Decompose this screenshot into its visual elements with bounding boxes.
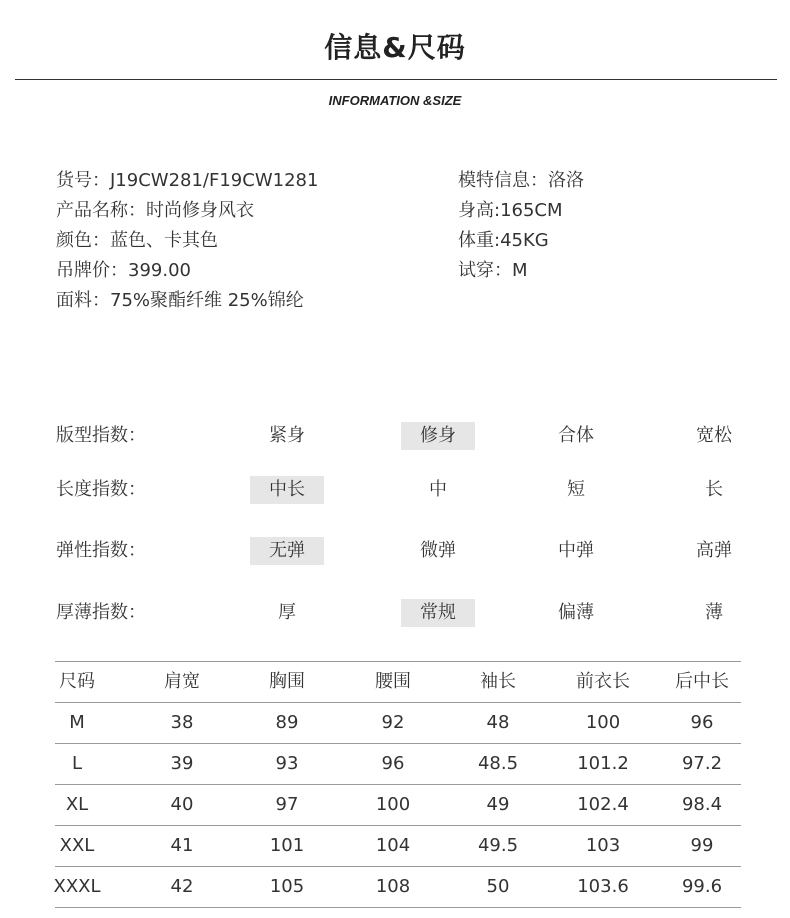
fit-index-label: 版型指数： — [56, 425, 146, 446]
table-cell: 48.5 — [477, 753, 519, 774]
table-cell: 39 — [170, 753, 194, 774]
table-cell: 103 — [585, 835, 621, 856]
thickness-option: 薄 — [705, 602, 723, 623]
page-title: 信息&尺码 — [324, 31, 466, 64]
table-cell: 97 — [275, 794, 299, 815]
fit-option: 合体 — [558, 425, 594, 446]
length-option: 短 — [567, 479, 585, 500]
length-index-row — [0, 476, 790, 504]
model-info — [458, 166, 584, 286]
header-cell: 后中长 — [675, 671, 729, 692]
header-cell: 肩宽 — [164, 671, 200, 692]
table-cell: 49 — [486, 794, 510, 815]
length-index-label: 长度指数： — [56, 479, 146, 500]
table-cell: L — [71, 753, 83, 774]
table-cell: 104 — [375, 835, 411, 856]
size-table — [55, 661, 741, 908]
length-option: 中长 — [250, 476, 324, 504]
table-row — [55, 784, 741, 825]
info-model-size: 试穿：M — [458, 260, 528, 281]
table-cell: 97.2 — [681, 753, 723, 774]
thickness-option: 厚 — [278, 602, 296, 623]
elasticity-option: 无弹 — [250, 537, 324, 565]
table-cell: M — [69, 712, 85, 733]
header-cell: 腰围 — [375, 671, 411, 692]
table-cell: 40 — [170, 794, 194, 815]
table-cell: 92 — [381, 712, 405, 733]
table-cell: 101 — [269, 835, 305, 856]
table-cell: 108 — [375, 876, 411, 897]
length-option: 长 — [705, 479, 723, 500]
table-row — [55, 866, 741, 908]
length-option: 中 — [429, 479, 447, 500]
table-cell: 101.2 — [577, 753, 629, 774]
table-row — [55, 743, 741, 784]
header-cell: 前衣长 — [576, 671, 630, 692]
table-cell: 99 — [690, 835, 714, 856]
thickness-index-label: 厚薄指数： — [56, 602, 146, 623]
size-table-header — [55, 661, 741, 702]
table-cell: 100 — [585, 712, 621, 733]
table-row — [55, 702, 741, 743]
thickness-option: 偏薄 — [558, 602, 594, 623]
elasticity-option: 中弹 — [558, 540, 594, 561]
thickness-index-row — [0, 599, 790, 627]
table-cell: XXXL — [53, 876, 101, 897]
table-cell: 103.6 — [577, 876, 629, 897]
table-row — [55, 825, 741, 866]
elasticity-index-row — [0, 537, 790, 565]
info-product-name: 产品名称：时尚修身风衣 — [56, 200, 254, 221]
page-subtitle: INFORMATION &SIZE — [328, 93, 462, 108]
table-cell: XL — [65, 794, 89, 815]
table-cell: 41 — [170, 835, 194, 856]
table-cell: XXL — [59, 835, 95, 856]
table-cell: 96 — [381, 753, 405, 774]
table-cell: 38 — [170, 712, 194, 733]
info-item-number: 货号：J19CW281/F19CW1281 — [56, 170, 319, 191]
title-divider — [15, 79, 777, 80]
info-fabric: 面料：75%聚酯纤维 25%锦纶 — [56, 290, 304, 311]
info-model-height: 身高:165CM — [458, 200, 563, 221]
table-cell: 96 — [690, 712, 714, 733]
info-color: 颜色：蓝色、卡其色 — [56, 230, 218, 251]
elasticity-option: 高弹 — [696, 540, 732, 561]
table-cell: 48 — [486, 712, 510, 733]
table-cell: 49.5 — [477, 835, 519, 856]
info-tag-price: 吊牌价：399.00 — [56, 260, 191, 281]
elasticity-index-label: 弹性指数： — [56, 540, 146, 561]
header-cell: 袖长 — [480, 671, 516, 692]
table-cell: 102.4 — [577, 794, 629, 815]
header-cell: 胸围 — [269, 671, 305, 692]
thickness-option: 常规 — [401, 599, 475, 627]
fit-option: 宽松 — [696, 425, 732, 446]
table-cell: 50 — [486, 876, 510, 897]
table-cell: 100 — [375, 794, 411, 815]
table-cell: 98.4 — [681, 794, 723, 815]
product-info-left — [56, 166, 318, 316]
table-cell: 99.6 — [681, 876, 723, 897]
elasticity-option: 微弹 — [420, 540, 456, 561]
info-model-weight: 体重:45KG — [458, 230, 549, 251]
table-cell: 89 — [275, 712, 299, 733]
table-cell: 105 — [269, 876, 305, 897]
info-model-name: 模特信息：洛洛 — [458, 170, 584, 191]
header-cell: 尺码 — [59, 671, 95, 692]
fit-option: 修身 — [401, 422, 475, 450]
table-cell: 42 — [170, 876, 194, 897]
table-cell: 93 — [275, 753, 299, 774]
fit-index-row — [0, 422, 790, 450]
fit-option: 紧身 — [269, 425, 305, 446]
